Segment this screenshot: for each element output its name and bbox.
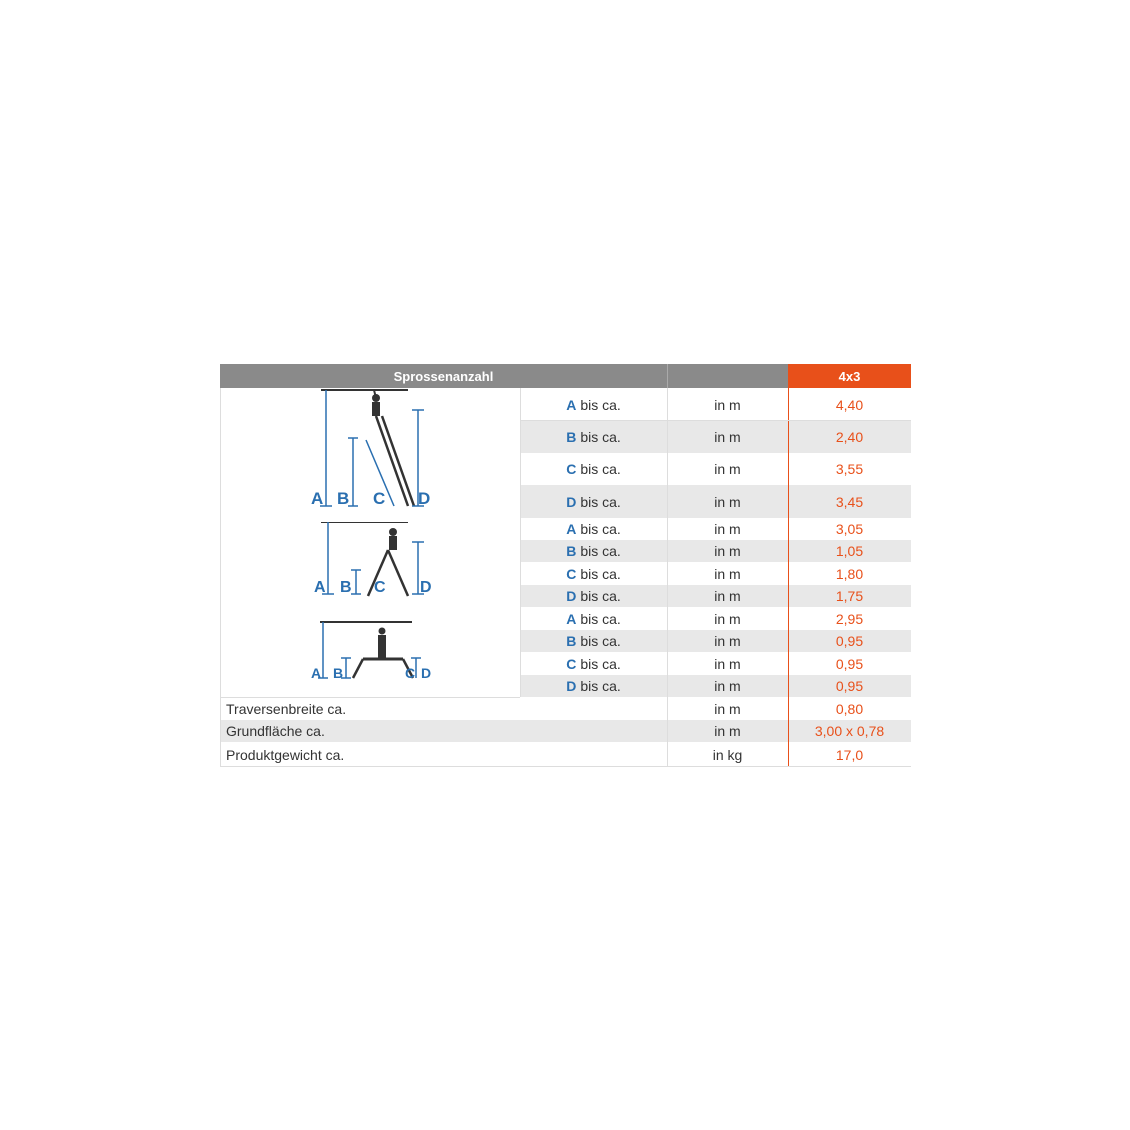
- dimension-letter: D: [566, 588, 577, 604]
- dimension-label: [520, 453, 667, 485]
- dimension-text: bis ca.: [580, 633, 621, 649]
- value-column-divider: [788, 388, 789, 767]
- value-cell: 3,45: [835, 493, 864, 510]
- dimension-text: bis ca.: [580, 461, 621, 477]
- unit-cell: in m: [714, 543, 741, 559]
- value-cell: 0,80: [835, 700, 864, 717]
- unit-cell: in m: [714, 723, 741, 739]
- value-cell: 0,95: [835, 656, 864, 672]
- value-cell: 3,00 x 0,78: [814, 723, 885, 739]
- dimension-text: bis ca.: [580, 588, 621, 604]
- dimension-label: [520, 518, 667, 540]
- header-divider: [667, 364, 668, 388]
- value-cell: 1,05: [835, 543, 864, 559]
- property-name: Traversenbreite ca.: [226, 700, 347, 717]
- dimension-letter: D: [566, 678, 577, 694]
- ladder-a-frame-diagram: [308, 522, 448, 606]
- unit-cell: in m: [714, 678, 741, 694]
- diagram-3-label-b: B: [333, 665, 344, 681]
- dimension-letter: C: [566, 566, 577, 582]
- dimension-text: bis ca.: [580, 656, 621, 672]
- header-title: Sprossenanzahl: [393, 368, 494, 384]
- property-name: Grundfläche ca.: [226, 723, 325, 739]
- unit-cell: in m: [714, 611, 741, 627]
- value-cell: 3,05: [835, 521, 864, 537]
- unit-cell: in m: [714, 396, 741, 413]
- dimension-letter: A: [566, 521, 577, 537]
- dimension-text: bis ca.: [580, 611, 621, 627]
- label-column-divider: [520, 388, 521, 697]
- dimension-letter: C: [566, 461, 577, 477]
- value-cell: 1,75: [835, 588, 864, 604]
- dimension-text: bis ca.: [580, 521, 621, 537]
- table-border-left: [220, 388, 221, 767]
- dimension-letter: B: [566, 429, 577, 445]
- unit-cell: in m: [714, 461, 741, 477]
- row-divider: [520, 420, 911, 421]
- table-row: [220, 697, 911, 720]
- diagram-1-label-b: B: [337, 489, 350, 508]
- value-cell: 17,0: [835, 746, 864, 763]
- table-border-bottom: [220, 766, 911, 767]
- dimension-label: [520, 653, 667, 675]
- value-cell: 2,95: [835, 611, 864, 627]
- dimension-label: [520, 421, 667, 453]
- header-model: 4x3: [788, 364, 911, 388]
- dimension-label: [520, 563, 667, 585]
- value-cell: 2,40: [835, 429, 864, 445]
- diagram-3-label-a: A: [311, 665, 322, 681]
- table-row: [220, 720, 911, 742]
- dimension-letter: B: [566, 633, 577, 649]
- diagram-1-label-c: C: [373, 489, 386, 508]
- dimension-text: bis ca.: [580, 566, 621, 582]
- diagram-1-label-a: A: [311, 489, 324, 508]
- value-cell: 3,55: [835, 461, 864, 477]
- diagram-1-label-d: D: [418, 489, 431, 508]
- value-cell: 1,80: [835, 566, 864, 582]
- dimension-letter: A: [566, 396, 577, 413]
- value-cell: 0,95: [835, 633, 864, 649]
- dimension-label: [520, 485, 667, 518]
- dimension-letter: D: [566, 493, 577, 510]
- dimension-letter: A: [566, 611, 577, 627]
- spec-table: [220, 364, 911, 767]
- dimension-label: [520, 540, 667, 562]
- property-name: Produktgewicht ca.: [226, 746, 345, 763]
- unit-cell: in m: [714, 656, 741, 672]
- dimension-text: bis ca.: [580, 396, 621, 413]
- value-cell: 0,95: [835, 678, 864, 694]
- unit-cell: in m: [714, 493, 741, 510]
- dimension-label: [520, 675, 667, 697]
- ladder-leaning-diagram: [308, 388, 448, 520]
- unit-cell: in m: [714, 588, 741, 604]
- unit-column-divider: [667, 388, 668, 767]
- dimension-text: bis ca.: [580, 543, 621, 559]
- dimension-letter: B: [566, 543, 577, 559]
- diagram-bottom-border: [220, 697, 520, 698]
- diagram-2-label-c: C: [374, 579, 386, 596]
- dimension-label: [520, 388, 667, 421]
- dimension-label: [520, 630, 667, 652]
- unit-cell: in m: [714, 429, 741, 445]
- diagram-3-label-d: D: [421, 665, 432, 681]
- dimension-text: bis ca.: [580, 429, 621, 445]
- unit-cell: in m: [714, 566, 741, 582]
- dimension-text: bis ca.: [580, 678, 621, 694]
- unit-cell: in m: [714, 700, 741, 717]
- diagram-2-label-b: B: [340, 579, 352, 596]
- dimension-label: [520, 585, 667, 607]
- dimension-label: [520, 608, 667, 630]
- ladder-platform-diagram: [308, 618, 448, 688]
- value-cell: 4,40: [835, 396, 864, 413]
- unit-cell: in m: [714, 521, 741, 537]
- table-row: [220, 742, 911, 767]
- diagram-2-label-a: A: [314, 579, 326, 596]
- dimension-text: bis ca.: [580, 493, 621, 510]
- diagram-2-label-d: D: [420, 579, 432, 596]
- unit-cell: in kg: [712, 746, 743, 763]
- dimension-letter: C: [566, 656, 577, 672]
- unit-cell: in m: [714, 633, 741, 649]
- diagram-3-label-c: C: [405, 665, 416, 681]
